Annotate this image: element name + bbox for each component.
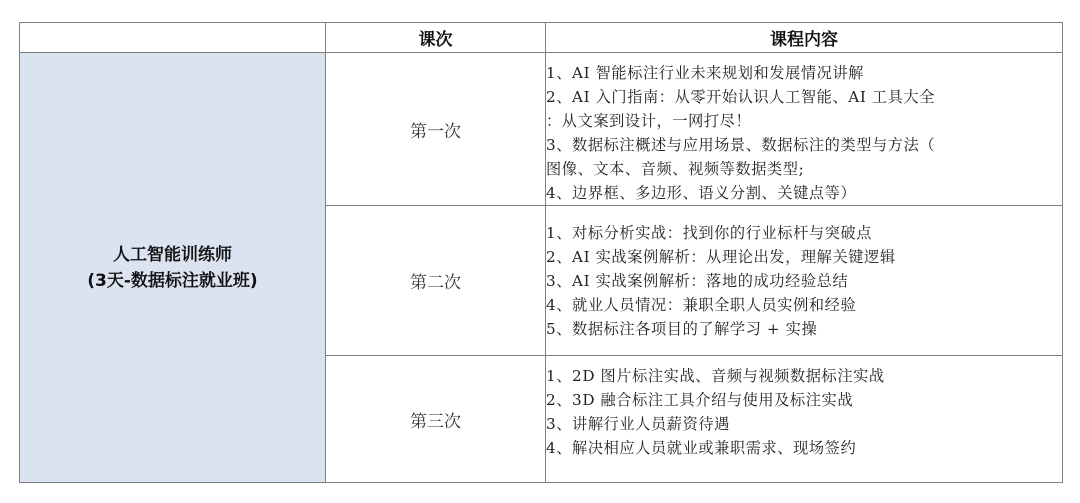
course-schedule-table (19, 22, 1063, 483)
content-line: 2、3D 融合标注工具介绍与使用及标注实战 (546, 391, 854, 409)
content-line: 1、对标分析实战：找到你的行业标杆与突破点 (546, 223, 873, 242)
header-content: 课程内容 (546, 23, 1063, 53)
content-line: 图像、文本、音频、视频等数据类型; (546, 160, 805, 178)
content-line: 4、边界框、多边形、语义分割、关键点等） (546, 184, 857, 202)
content-line: 3、AI 实战案例解析：落地的成功经验总结 (546, 271, 849, 290)
session-name: 第三次 (326, 356, 546, 483)
course-title-cell (20, 53, 326, 483)
session-name: 第二次 (326, 206, 546, 356)
content-line: 5、数据标注各项目的了解学习 + 实操 (546, 319, 818, 338)
content-line: 1、2D 图片标注实战、音频与视频数据标注实战 (546, 367, 885, 385)
session-content (546, 206, 1063, 356)
course-subtitle: (3天-数据标注就业班) (87, 270, 258, 291)
header-row (20, 23, 1063, 53)
content-line: 1、AI 智能标注行业未来规划和发展情况讲解 (546, 64, 865, 82)
header-session: 课次 (326, 23, 546, 53)
content-line: 3、讲解行业人员薪资待遇 (546, 415, 730, 433)
content-line: 2、AI 实战案例解析：从理论出发，理解关键逻辑 (546, 247, 896, 266)
header-blank-cell (20, 23, 326, 53)
session-content (546, 356, 1063, 483)
content-line: 4、解决相应人员就业或兼职需求、现场签约 (546, 439, 857, 457)
content-line: 2、AI 入门指南：从零开始认识人工智能、AI 工具大全 (546, 88, 935, 106)
content-line: 3、数据标注概述与应用场景、数据标注的类型与方法（ (546, 136, 936, 154)
session-name: 第一次 (326, 53, 546, 206)
course-title: 人工智能训练师 (113, 244, 232, 265)
content-line: 4、就业人员情况：兼职全职人员实例和经验 (546, 295, 857, 314)
table-row (20, 53, 1063, 206)
session-content (546, 53, 1063, 206)
content-line: ：从文案到设计，一网打尽！ (546, 112, 752, 130)
